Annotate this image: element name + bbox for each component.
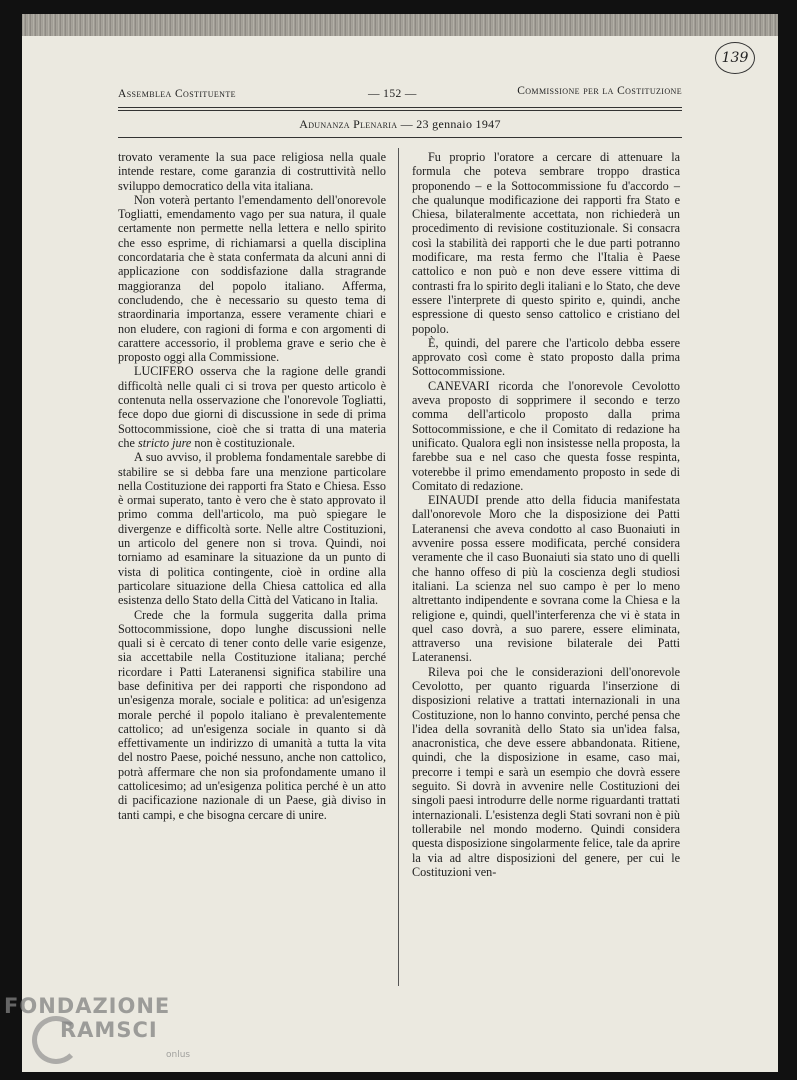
speaker-name: EINAUDI [428, 493, 479, 508]
session-date: — 23 gennaio 1947 [400, 117, 501, 131]
header-rule-bottom [118, 110, 682, 111]
session-subheader [118, 117, 682, 132]
right-paragraph-3: CANEVARI ricorda che l'onorevole Cevolotto aveva proposto di sopprimere il secondo e terzo comma dell'articolo proposto dalla prima Sottocommissione, e che il Comitato di redazione ha unificato. Qualora egli non insistesse nella proposta, la farebbe sua e nel caso che questa fosse respinta, voterebbe il primo emendamento proposto in sede di Comitato di redazione. [412, 378, 680, 493]
speaker-name: CANEVARI [428, 378, 490, 393]
left-paragraph-2: Non voterà pertanto l'emendamento dell'onorevole Togliatti, emendamento vago per sua natura, il quale certamente non permette nella lettera e nello spirito che esso esprime, di richiamarsi a quella disciplina concordataria che è stata confermata da alcuni anni di applicazione con soddisfazione dalla stragrande maggioranza del popolo italiano. Afferma, concludendo, che è necessario su questo tema di straordinaria importanza, essere veramente chiari e non eludere, con ragioni di forma e con argomenti di carattere accessorio, il problema grave e serio che è proposto oggi alla Commissione. [118, 192, 386, 365]
right-column [412, 150, 680, 879]
column-divider [398, 148, 399, 986]
header-left: Assemblea Costituente [118, 88, 236, 100]
header-page-number: — 152 — [368, 88, 417, 100]
running-header [118, 85, 682, 106]
right-paragraph-5: Rileva poi che le considerazioni dell'onorevole Cevolotto, per quanto riguarda l'inserzione di disposizioni relative a trattati internazionali in una Costituzione, non lo hanno convinto, perché pensa che l'idea della sovranità dello Stato sia un'idea falsa, anacronistica, che deve essere abbandonata. Ritiene, quindi, che la disposizione in esame, caso mai, precorre i tempi e sarà un esempio che dovrà essere seguito. Si dovrà in avvenire nelle Costituzioni dei singoli paesi introdurre delle norme riguardanti trattati internazionali. L'esistenza degli Stati sovrani non è più tollerabile nel mondo moderno. Quindi considera questa disposizione singolarmente felice, tale da aprire la via ad altre disposizioni del genere, per cui le Costituzioni ven- [412, 664, 680, 879]
header-right: Commissione per la Costituzione [517, 85, 682, 97]
left-paragraph-3: LUCIFERO osserva che la ragione delle grandi difficoltà nelle quali ci si trova per questo articolo è contenuta nella osservazione che l'onorevole Togliatti, fece dopo due giorni di discussione in sede di prima Sottocommissione, cioè che si tratta di una materia che stricto jure non è costituzionale. [118, 364, 386, 450]
left-paragraph-1: trovato veramente la sua pace religiosa nella quale intende restare, come garanzia di costruttività nello sviluppo democratico della vita italiana. [118, 150, 386, 193]
scan-edge-strip [22, 14, 778, 36]
left-paragraph-5: Crede che la formula suggerita dalla prima Sottocommissione, dopo lunghe discussioni nelle quali si è cercato di tener conto delle varie esigenze, sia accettabile nella Costituzione italiana; perché ricordare i Patti Lateranensi significa stabilire una base definitiva per dei rapporti che rispondono ad un'esigenza morale, sociale e politica: ad un'esigenza morale perché il popolo italiano è prevalentemente cattolico; ad un'esigenza sociale in quanto si dà effettivamente un indirizzo di umanità a tutta la vita del nostro Paese, poiché nessuno, anche non cattolico, potrà affermare che non sia profondamente umano il cattolicesimo; ad un'esigenza politica perché è un atto di pacificazione nazionale di un Paese, già diviso in tanti campi, e che bisogna cercare di unire. [118, 607, 386, 822]
watermark-line-2: RAMSCI [60, 1018, 158, 1042]
left-column [118, 150, 386, 822]
header-rule-top [118, 107, 682, 108]
subheader-rule [118, 137, 682, 138]
latin-phrase: stricto jure [137, 435, 192, 450]
speaker-name: LUCIFERO [134, 364, 194, 379]
fondazione-gramsci-watermark [4, 990, 194, 1070]
right-paragraph-4: EINAUDI prende atto della fiducia manifestata dall'onorevole Moro che la disposizione dei Patti Lateranensi che aveva condotto al caso Buonaiuti in avvenire possa essere modificata, perché considera veramente che il caso Buonaiuti sia stato uno di quelli che hanno offeso di più la coscienza degli studiosi italiani. La scienza nel suo campo è per lo meno altrettanto indipendente e sovrana come la Chiesa e la religione e, quindi, quell'interferenza che vi è stata in quel caso dovrà, a suo parere, essere eliminata, attraverso una revisione bilaterale dei Patti Lateranensi. [412, 493, 680, 665]
watermark-line-1: FONDAZIONE [4, 994, 171, 1018]
handwritten-page-number: 139 [715, 42, 755, 74]
left-paragraph-4: A suo avviso, il problema fondamentale sarebbe di stabilire se si debba fare una menzione particolare nella Costituzione dei rapporti fra Stato e Chiesa. Esso è ormai superato, tanto è vero che è stato approvato il primo comma dell'articolo, ma può spiegare le divergenze e difficoltà sorte. Nelle altre Costituzioni, un articolo del genere non si trova. Quindi, noi torniamo ad esaminare la situazione da un punto di vista di politica contingente, cioè in ordine alla particolare situazione della Chiesa cattolica ed alla esistenza dello Stato della Città del Vaticano in Italia. [118, 450, 386, 608]
right-paragraph-2: È, quindi, del parere che l'articolo debba essere approvato così come è stato proposto dalla prima Sottocommissione. [412, 335, 680, 379]
watermark-line-3: onlus [166, 1050, 191, 1060]
session-title: Adunanza Plenaria [299, 117, 398, 131]
right-paragraph-1: Fu proprio l'oratore a cercare di attenuare la formula che poteva sembrare troppo drastica proponendo – e la Sottocommissione fu d'accordo – che qualunque modificazione dei rapporti fra Stato e Chiesa, bilateralmente accettata, non richiederà un procedimento di revisione costituzionale. Si consacra così la stabilità dei rapporti che le due parti potranno modificare, ma resta fermo che l'Italia è Paese cattolico e non può e non deve essere vittima di contrasti fra lo spirito degli italiani e lo Stato, che deve essere l'interprete di questo spirito e, quindi, anche espressione di questo senso cattolico e cristiano del popolo. [412, 150, 680, 336]
